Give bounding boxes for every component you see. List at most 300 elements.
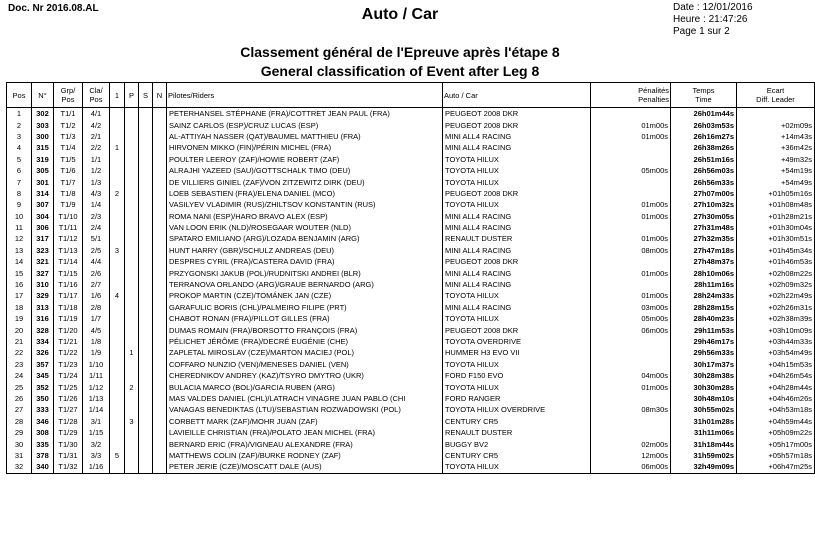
- cell-riders: HUNT HARRY (GBR)/SCHULZ ANDREAS (DEU): [167, 245, 443, 256]
- cell-1: [110, 279, 125, 290]
- cell-grp: T1/21: [54, 336, 83, 347]
- cell-s: [139, 267, 153, 278]
- cell-grp: T1/18: [54, 302, 83, 313]
- table-row: [7, 302, 815, 313]
- cell-p: [125, 165, 139, 176]
- cell-gap: +02h22m49s: [737, 290, 815, 301]
- date-label: Date : 12/01/2016: [673, 2, 753, 13]
- cell-n: [153, 404, 167, 415]
- cell-time: 26h56m03s: [671, 165, 737, 176]
- col-time: Temps Time: [671, 83, 737, 108]
- cell-riders: DE VILLIERS GINIEL (ZAF)/VON ZITZEWITZ DIRK (DEU): [167, 176, 443, 187]
- cell-1: [110, 154, 125, 165]
- cell-time: 30h48m10s: [671, 393, 737, 404]
- cell-gap: +02h09m32s: [737, 279, 815, 290]
- cell-grp: T1/15: [54, 267, 83, 278]
- cell-penalties: 08m30s: [591, 404, 671, 415]
- cell-car: TOYOTA HILUX: [443, 199, 591, 210]
- cell-p: [125, 142, 139, 153]
- table-row: [7, 370, 815, 381]
- cell-cla: 2/3: [83, 211, 110, 222]
- cell-no: 378: [32, 450, 54, 461]
- cell-gap: +14m43s: [737, 131, 815, 142]
- cell-1: [110, 393, 125, 404]
- cell-car: MINI ALL4 RACING: [443, 302, 591, 313]
- cell-1: [110, 359, 125, 370]
- cell-s: [139, 427, 153, 438]
- cell-time: 31h01m28s: [671, 416, 737, 427]
- cell-p: [125, 370, 139, 381]
- cell-n: [153, 347, 167, 358]
- cell-cla: 1/8: [83, 336, 110, 347]
- cell-p: [125, 267, 139, 278]
- cell-no: 323: [32, 245, 54, 256]
- table-row: [7, 188, 815, 199]
- cell-riders: BULACIA MARCO (BOL)/GARCIA RUBEN (ARG): [167, 381, 443, 392]
- cell-time: 28h24m33s: [671, 290, 737, 301]
- col-pos: Pos: [7, 83, 32, 108]
- cell-time: 27h30m05s: [671, 211, 737, 222]
- cell-penalties: [591, 416, 671, 427]
- cell-grp: T1/25: [54, 381, 83, 392]
- cell-s: [139, 347, 153, 358]
- cell-grp: T1/10: [54, 211, 83, 222]
- cell-1: [110, 336, 125, 347]
- cell-s: [139, 233, 153, 244]
- cell-time: 28h40m23s: [671, 313, 737, 324]
- cell-car: MINI ALL4 RACING: [443, 245, 591, 256]
- cell-n: [153, 416, 167, 427]
- cell-s: [139, 359, 153, 370]
- cell-pos: 29: [7, 427, 32, 438]
- cell-1: [110, 347, 125, 358]
- cell-gap: +36m42s: [737, 142, 815, 153]
- cell-grp: T1/27: [54, 404, 83, 415]
- table-row: [7, 154, 815, 165]
- cell-pos: 32: [7, 461, 32, 473]
- cell-s: [139, 302, 153, 313]
- cell-n: [153, 336, 167, 347]
- cell-n: [153, 154, 167, 165]
- cell-pos: 16: [7, 279, 32, 290]
- cell-s: [139, 279, 153, 290]
- cell-grp: T1/14: [54, 256, 83, 267]
- table-row: [7, 222, 815, 233]
- cell-no: 327: [32, 267, 54, 278]
- cell-gap: +04h26m54s: [737, 370, 815, 381]
- cell-riders: CHABOT RONAN (FRA)/PILLOT GILLES (FRA): [167, 313, 443, 324]
- cell-grp: T1/24: [54, 370, 83, 381]
- cell-penalties: [591, 393, 671, 404]
- cell-cla: 4/4: [83, 256, 110, 267]
- cell-cla: 1/15: [83, 427, 110, 438]
- table-row: [7, 176, 815, 187]
- cell-penalties: [591, 142, 671, 153]
- cell-no: 340: [32, 461, 54, 473]
- cell-pos: 9: [7, 199, 32, 210]
- table-row: [7, 438, 815, 449]
- cell-1: [110, 165, 125, 176]
- cell-gap: +05h09m22s: [737, 427, 815, 438]
- cell-p: [125, 450, 139, 461]
- col-gap: Ecart Diff. Leader: [737, 83, 815, 108]
- cell-1: [110, 461, 125, 473]
- cell-n: [153, 233, 167, 244]
- cell-grp: T1/4: [54, 142, 83, 153]
- cell-gap: [737, 108, 815, 120]
- cell-grp: T1/7: [54, 176, 83, 187]
- col-car: Auto / Car: [443, 83, 591, 108]
- cell-time: 26h01m44s: [671, 108, 737, 120]
- cell-time: 27h32m35s: [671, 233, 737, 244]
- cell-penalties: 05m00s: [591, 165, 671, 176]
- cell-time: 30h30m28s: [671, 381, 737, 392]
- table-row: [7, 290, 815, 301]
- cell-penalties: 06m00s: [591, 324, 671, 335]
- cell-1: [110, 302, 125, 313]
- cell-car: PEUGEOT 2008 DKR: [443, 256, 591, 267]
- cell-1: [110, 222, 125, 233]
- table-header-row: [7, 83, 815, 108]
- title-english: General classification of Event after Leg 8: [260, 63, 540, 79]
- cell-n: [153, 393, 167, 404]
- cell-car: TOYOTA HILUX OVERDRIVE: [443, 404, 591, 415]
- cell-no: 315: [32, 142, 54, 153]
- cell-gap: +04h28m44s: [737, 381, 815, 392]
- cell-cla: 1/10: [83, 359, 110, 370]
- cell-gap: +54m49s: [737, 176, 815, 187]
- cell-no: 302: [32, 108, 54, 120]
- cell-1: [110, 211, 125, 222]
- cell-cla: 1/6: [83, 290, 110, 301]
- cell-no: 335: [32, 438, 54, 449]
- cell-penalties: 02m00s: [591, 438, 671, 449]
- cell-n: [153, 381, 167, 392]
- cell-p: [125, 108, 139, 120]
- cell-p: 2: [125, 381, 139, 392]
- cell-gap: +02h26m31s: [737, 302, 815, 313]
- cell-1: [110, 438, 125, 449]
- cell-car: TOYOTA HILUX: [443, 154, 591, 165]
- cell-cla: 4/2: [83, 119, 110, 130]
- cell-s: [139, 108, 153, 120]
- cell-s: [139, 381, 153, 392]
- cell-car: PEUGEOT 2008 DKR: [443, 324, 591, 335]
- cell-n: [153, 119, 167, 130]
- cell-penalties: 01m00s: [591, 119, 671, 130]
- cell-time: 28h11m16s: [671, 279, 737, 290]
- cell-grp: T1/16: [54, 279, 83, 290]
- cell-riders: CORBETT MARK (ZAF)/MOHR JUAN (ZAF): [167, 416, 443, 427]
- cell-s: [139, 142, 153, 153]
- cell-pos: 7: [7, 176, 32, 187]
- cell-p: [125, 279, 139, 290]
- cell-no: 305: [32, 165, 54, 176]
- cell-1: 2: [110, 188, 125, 199]
- cell-grp: T1/9: [54, 199, 83, 210]
- table-row: [7, 119, 815, 130]
- cell-pos: 3: [7, 131, 32, 142]
- cell-no: 357: [32, 359, 54, 370]
- col-grp: Grp/ Pos: [54, 83, 83, 108]
- cell-grp: T1/23: [54, 359, 83, 370]
- cell-no: 328: [32, 324, 54, 335]
- cell-car: PEUGEOT 2008 DKR: [443, 119, 591, 130]
- cell-n: [153, 279, 167, 290]
- cell-grp: T1/26: [54, 393, 83, 404]
- table-row: [7, 450, 815, 461]
- cell-pos: 18: [7, 302, 32, 313]
- cell-riders: POULTER LEEROY (ZAF)/HOWIE ROBERT (ZAF): [167, 154, 443, 165]
- time-label: Heure : 21:47:26: [673, 14, 748, 25]
- cell-grp: T1/29: [54, 427, 83, 438]
- cell-car: FORD F150 EVO: [443, 370, 591, 381]
- cell-s: [139, 324, 153, 335]
- cell-riders: BERNARD ERIC (FRA)/VIGNEAU ALEXANDRE (FRA): [167, 438, 443, 449]
- cell-n: [153, 313, 167, 324]
- cell-cla: 2/1: [83, 131, 110, 142]
- cell-riders: ROMA NANI (ESP)/HARO BRAVO ALEX (ESP): [167, 211, 443, 222]
- cell-s: [139, 450, 153, 461]
- cell-pos: 27: [7, 404, 32, 415]
- cell-n: [153, 359, 167, 370]
- table-row: [7, 108, 815, 120]
- cell-pos: 12: [7, 233, 32, 244]
- cell-gap: +02h08m22s: [737, 267, 815, 278]
- cell-riders: MAS VALDES DANIEL (CHL)/LATRACH VINAGRE JUAN PABLO (CHI: [167, 393, 443, 404]
- cell-cla: 3/2: [83, 438, 110, 449]
- cell-n: [153, 302, 167, 313]
- cell-penalties: 01m00s: [591, 381, 671, 392]
- cell-riders: PETERHANSEL STÉPHANE (FRA)/COTTRET JEAN PAUL (FRA): [167, 108, 443, 120]
- cell-1: [110, 370, 125, 381]
- cell-time: 28h28m15s: [671, 302, 737, 313]
- document-number: Doc. Nr 2016.08.AL: [8, 3, 99, 14]
- cell-car: PEUGEOT 2008 DKR: [443, 188, 591, 199]
- cell-no: 308: [32, 427, 54, 438]
- cell-pos: 2: [7, 119, 32, 130]
- cell-no: 317: [32, 233, 54, 244]
- cell-time: 26h51m16s: [671, 154, 737, 165]
- category-title: Auto / Car: [361, 6, 439, 23]
- cell-cla: 4/5: [83, 324, 110, 335]
- cell-no: 300: [32, 131, 54, 142]
- cell-cla: 1/13: [83, 393, 110, 404]
- cell-riders: ALRAJHI YAZEED (SAU)/GOTTSCHALK TIMO (DEU): [167, 165, 443, 176]
- cell-time: 29h46m17s: [671, 336, 737, 347]
- cell-pos: 20: [7, 324, 32, 335]
- cell-cla: 3/1: [83, 416, 110, 427]
- cell-riders: PRZYGONSKI JAKUB (POL)/RUDNITSKI ANDREI (BLR): [167, 267, 443, 278]
- cell-1: [110, 233, 125, 244]
- col-penalties: Pénalités Penalties: [591, 83, 671, 108]
- cell-car: MINI ALL4 RACING: [443, 211, 591, 222]
- cell-riders: LAVIEILLE CHRISTIAN (FRA)/POLATO JEAN MICHEL (FRA): [167, 427, 443, 438]
- cell-n: [153, 324, 167, 335]
- cell-s: [139, 313, 153, 324]
- cell-p: [125, 302, 139, 313]
- cell-grp: T1/12: [54, 233, 83, 244]
- table-row: [7, 199, 815, 210]
- cell-cla: 1/16: [83, 461, 110, 473]
- cell-no: 301: [32, 176, 54, 187]
- cell-p: [125, 336, 139, 347]
- table-row: [7, 416, 815, 427]
- cell-1: 4: [110, 290, 125, 301]
- cell-s: [139, 256, 153, 267]
- table-row: [7, 347, 815, 358]
- cell-penalties: 01m00s: [591, 211, 671, 222]
- cell-car: MINI ALL4 RACING: [443, 279, 591, 290]
- cell-time: 26h56m33s: [671, 176, 737, 187]
- cell-penalties: [591, 427, 671, 438]
- cell-s: [139, 165, 153, 176]
- cell-pos: 25: [7, 381, 32, 392]
- cell-pos: 15: [7, 267, 32, 278]
- table-row: [7, 165, 815, 176]
- cell-car: RENAULT DUSTER: [443, 233, 591, 244]
- cell-car: TOYOTA HILUX: [443, 359, 591, 370]
- cell-p: [125, 176, 139, 187]
- cell-no: 314: [32, 188, 54, 199]
- cell-1: [110, 267, 125, 278]
- cell-riders: PETER JERIE (CZE)/MOSCATT DALE (AUS): [167, 461, 443, 473]
- cell-riders: SAINZ CARLOS (ESP)/CRUZ LUCAS (ESP): [167, 119, 443, 130]
- cell-riders: ZAPLETAL MIROSLAV (CZE)/MARTON MACIEJ (POL): [167, 347, 443, 358]
- cell-grp: T1/30: [54, 438, 83, 449]
- cell-cla: 2/8: [83, 302, 110, 313]
- cell-1: [110, 313, 125, 324]
- cell-pos: 31: [7, 450, 32, 461]
- cell-time: 27h07m00s: [671, 188, 737, 199]
- cell-s: [139, 290, 153, 301]
- cell-time: 32h49m09s: [671, 461, 737, 473]
- cell-penalties: 01m00s: [591, 233, 671, 244]
- cell-time: 29h56m33s: [671, 347, 737, 358]
- cell-gap: +05h57m18s: [737, 450, 815, 461]
- cell-gap: +05h17m00s: [737, 438, 815, 449]
- cell-penalties: [591, 347, 671, 358]
- cell-1: [110, 176, 125, 187]
- cell-p: 3: [125, 416, 139, 427]
- cell-p: [125, 119, 139, 130]
- cell-p: [125, 404, 139, 415]
- cell-car: MINI ALL4 RACING: [443, 267, 591, 278]
- cell-gap: +06h47m25s: [737, 461, 815, 473]
- cell-cla: 2/7: [83, 279, 110, 290]
- cell-no: 313: [32, 302, 54, 313]
- cell-p: [125, 222, 139, 233]
- cell-grp: T1/32: [54, 461, 83, 473]
- cell-grp: T1/11: [54, 222, 83, 233]
- cell-pos: 17: [7, 290, 32, 301]
- cell-car: MINI ALL4 RACING: [443, 222, 591, 233]
- cell-n: [153, 256, 167, 267]
- cell-no: 316: [32, 313, 54, 324]
- cell-time: 29h11m53s: [671, 324, 737, 335]
- cell-grp: T1/19: [54, 313, 83, 324]
- cell-time: 28h10m06s: [671, 267, 737, 278]
- cell-riders: LOEB SEBASTIEN (FRA)/ELENA DANIEL (MCO): [167, 188, 443, 199]
- cell-n: [153, 199, 167, 210]
- cell-grp: T1/5: [54, 154, 83, 165]
- cell-pos: 24: [7, 370, 32, 381]
- cell-cla: 2/2: [83, 142, 110, 153]
- cell-car: TOYOTA HILUX: [443, 461, 591, 473]
- cell-n: [153, 142, 167, 153]
- cell-penalties: 01m00s: [591, 199, 671, 210]
- cell-pos: 22: [7, 347, 32, 358]
- cell-grp: T1/1: [54, 108, 83, 120]
- cell-no: 345: [32, 370, 54, 381]
- cell-car: MINI ALL4 RACING: [443, 142, 591, 153]
- cell-1: 1: [110, 142, 125, 153]
- cell-1: [110, 131, 125, 142]
- cell-no: 326: [32, 347, 54, 358]
- cell-pos: 8: [7, 188, 32, 199]
- cell-pos: 10: [7, 211, 32, 222]
- cell-n: [153, 290, 167, 301]
- cell-riders: HIRVONEN MIKKO (FIN)/PÉRIN MICHEL (FRA): [167, 142, 443, 153]
- cell-s: [139, 188, 153, 199]
- cell-time: 27h47m18s: [671, 245, 737, 256]
- cell-s: [139, 154, 153, 165]
- cell-p: [125, 427, 139, 438]
- cell-n: [153, 222, 167, 233]
- cell-gap: +01h28m21s: [737, 211, 815, 222]
- cell-riders: GARAFULIC BORIS (CHL)/PALMEIRO FILIPE (PRT): [167, 302, 443, 313]
- cell-gap: +01h08m48s: [737, 199, 815, 210]
- cell-no: 319: [32, 154, 54, 165]
- cell-riders: VASILYEV VLADIMIR (RUS)/ZHILTSOV KONSTANTIN (RUS): [167, 199, 443, 210]
- cell-p: 1: [125, 347, 139, 358]
- cell-1: 3: [110, 245, 125, 256]
- cell-cla: 1/1: [83, 154, 110, 165]
- cell-grp: T1/13: [54, 245, 83, 256]
- cell-time: 26h38m26s: [671, 142, 737, 153]
- cell-gap: +01h30m51s: [737, 233, 815, 244]
- cell-p: [125, 359, 139, 370]
- cell-penalties: [591, 108, 671, 120]
- cell-riders: VANAGAS BENEDIKTAS (LTU)/SEBASTIAN ROZWADOWSKI (POL): [167, 404, 443, 415]
- cell-p: [125, 324, 139, 335]
- cell-cla: 5/1: [83, 233, 110, 244]
- cell-s: [139, 176, 153, 187]
- cell-car: CENTURY CR5: [443, 416, 591, 427]
- cell-cla: 2/5: [83, 245, 110, 256]
- cell-car: PEUGEOT 2008 DKR: [443, 108, 591, 120]
- table-row: [7, 279, 815, 290]
- cell-p: [125, 290, 139, 301]
- cell-no: 329: [32, 290, 54, 301]
- cell-riders: VAN LOON ERIK (NLD)/ROSEGAAR WOUTER (NLD): [167, 222, 443, 233]
- col-n: N: [153, 83, 167, 108]
- cell-s: [139, 119, 153, 130]
- cell-time: 30h28m38s: [671, 370, 737, 381]
- cell-no: 304: [32, 211, 54, 222]
- cell-gap: +04h53m18s: [737, 404, 815, 415]
- cell-s: [139, 245, 153, 256]
- cell-gap: +03h54m49s: [737, 347, 815, 358]
- cell-riders: PROKOP MARTIN (CZE)/TOMÁNEK JAN (CZE): [167, 290, 443, 301]
- cell-no: 352: [32, 381, 54, 392]
- table-row: [7, 359, 815, 370]
- table-row: [7, 427, 815, 438]
- table-row: [7, 211, 815, 222]
- cell-penalties: [591, 222, 671, 233]
- table-row: [7, 404, 815, 415]
- cell-s: [139, 222, 153, 233]
